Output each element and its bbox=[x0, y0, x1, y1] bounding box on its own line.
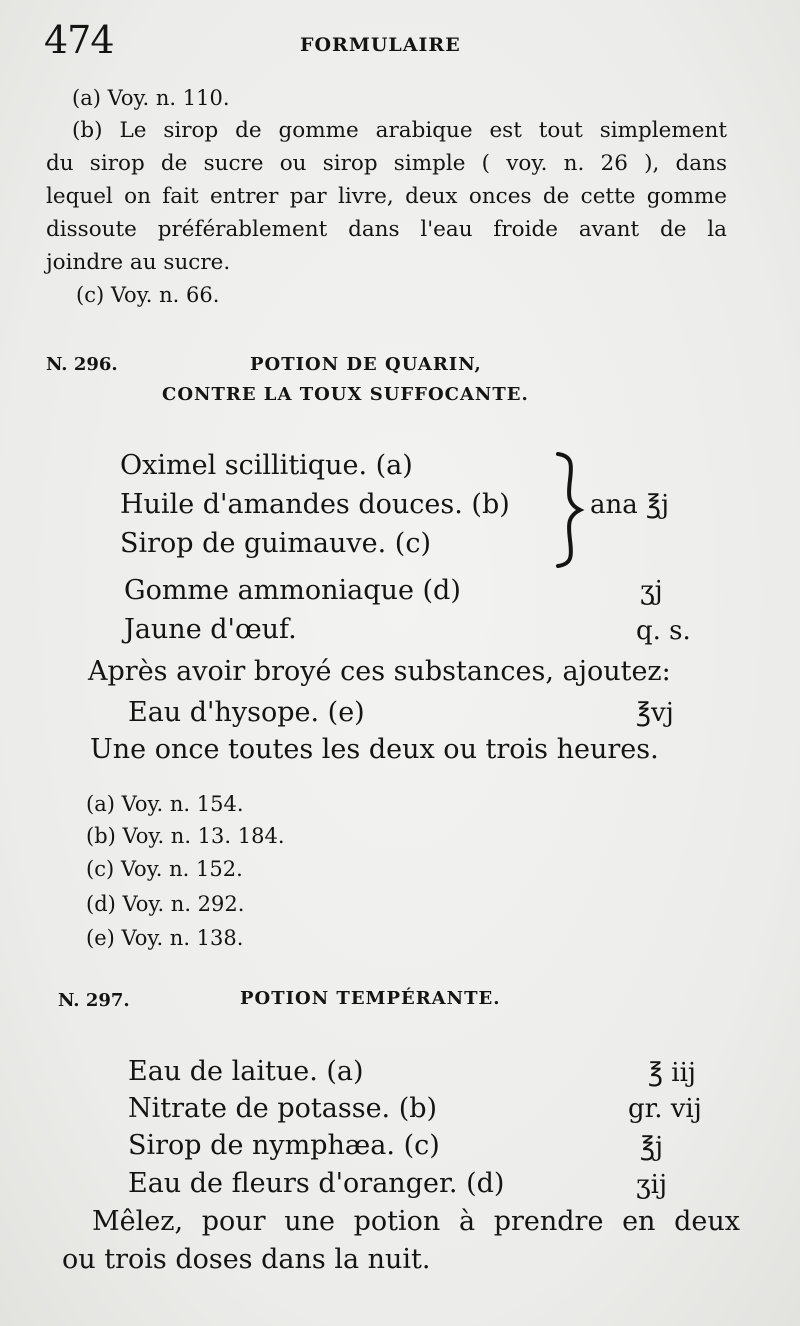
reference-note: (c) Voy. n. 152. bbox=[86, 857, 243, 881]
ingredient-name: Eau de fleurs d'oranger. (d) bbox=[128, 1168, 505, 1199]
ingredient-name: Oximel scillitique. (a) bbox=[120, 450, 413, 481]
reference-note: (d) Voy. n. 292. bbox=[86, 892, 245, 916]
reference-note: (b) Voy. n. 13. 184. bbox=[86, 824, 285, 848]
ingredient-dose: ʒj bbox=[640, 576, 663, 606]
reference-note: (a) Voy. n. 154. bbox=[86, 792, 244, 816]
ingredient-name: Sirop de nymphæa. (c) bbox=[128, 1130, 440, 1161]
note-b-line: (b) Le sirop de gomme arabique est tout simplement bbox=[72, 118, 727, 143]
ingredient-name: Nitrate de potasse. (b) bbox=[128, 1093, 438, 1124]
running-title: FORMULAIRE bbox=[300, 34, 461, 56]
recipe-number: N. 297. bbox=[58, 990, 130, 1011]
grouped-dose: ana ℥j bbox=[590, 490, 670, 520]
note-b-line: dissoute préférablement dans l'eau froide avant de la bbox=[46, 217, 727, 242]
ingredient-name: Gomme ammoniaque (d) bbox=[124, 575, 461, 606]
mixing-instruction: Mêlez, pour une potion à prendre en deux bbox=[92, 1206, 740, 1237]
ingredient-name: Sirop de guimauve. (c) bbox=[120, 528, 431, 559]
note-c: (c) Voy. n. 66. bbox=[76, 283, 220, 307]
ingredient-dose: ℥ iij bbox=[648, 1058, 696, 1088]
ingredient-dose: ℥vj bbox=[636, 698, 674, 728]
ingredient-dose: q. s. bbox=[636, 616, 691, 646]
note-b-line: du sirop de sucre ou sirop simple ( voy. n. 26 ), dans bbox=[46, 151, 727, 176]
mixing-instruction: ou trois doses dans la nuit. bbox=[62, 1244, 431, 1275]
recipe-title: POTION TEMPÉRANTE. bbox=[240, 988, 501, 1009]
recipe-subtitle: CONTRE LA TOUX SUFFOCANTE. bbox=[162, 384, 529, 405]
recipe-number: N. 296. bbox=[46, 354, 118, 375]
ingredient-name: Jaune d'œuf. bbox=[124, 614, 297, 645]
ingredient-dose: gr. vij bbox=[628, 1094, 702, 1124]
ingredient-dose: ʒij bbox=[636, 1170, 668, 1200]
recipe-title: POTION DE QUARIN, bbox=[250, 354, 482, 375]
note-b-line: joindre au sucre. bbox=[46, 250, 231, 275]
ingredient-name: Eau d'hysope. (e) bbox=[128, 697, 365, 728]
ingredient-dose: ℥j bbox=[640, 1132, 664, 1162]
preparation-step: Après avoir broyé ces substances, ajoutez: bbox=[88, 656, 671, 687]
curly-brace-icon bbox=[548, 450, 588, 570]
dosage-instruction: Une once toutes les deux ou trois heures. bbox=[90, 734, 659, 765]
reference-note: (e) Voy. n. 138. bbox=[86, 926, 244, 950]
ingredient-name: Huile d'amandes douces. (b) bbox=[120, 489, 510, 520]
ingredient-name: Eau de laitue. (a) bbox=[128, 1056, 364, 1087]
note-a: (a) Voy. n. 110. bbox=[72, 86, 230, 110]
note-b-line: lequel on fait entrer par livre, deux onces de cette gomme bbox=[46, 184, 727, 209]
page-number: 474 bbox=[44, 18, 114, 62]
